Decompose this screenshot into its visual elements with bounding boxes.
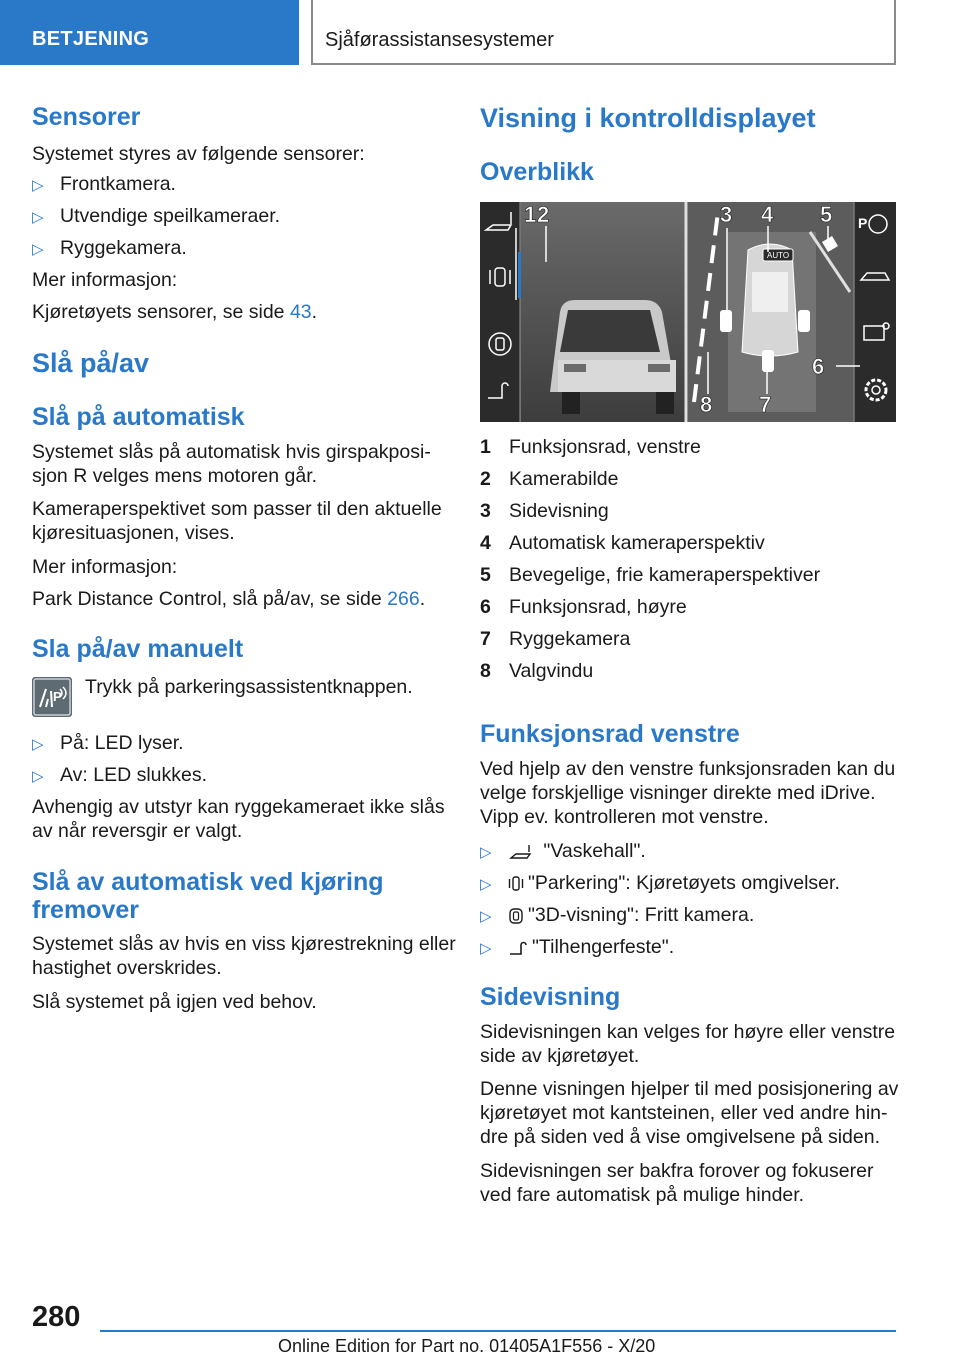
callout-8: 8 [700, 392, 713, 417]
callout-1: 1 [524, 202, 537, 227]
list-item: ▷ På: LED lyser. [32, 732, 184, 754]
page-number: 280 [32, 1301, 81, 1333]
list-item: ▷ "Tilhengerfeste". [480, 936, 675, 958]
control-display-figure [480, 202, 896, 422]
list-item: ▷ Av: LED slukkes. [32, 764, 208, 786]
3d-view-icon [508, 907, 524, 925]
bullet-triangle-icon: ▷ [32, 177, 44, 194]
camera-view-illustration [480, 202, 896, 422]
list-item: ▷ "Parkering": Kjøretøyets omgivelser. [480, 872, 840, 894]
equipment-note: Avhengig av utstyr kan ryggekameraet ikke slås av når reversgir er valgt. [32, 796, 445, 842]
section-tab [0, 0, 299, 65]
auto-off-text: Systemet slås av hvis en viss kjørestrekning eller hastighet overskrides. [32, 933, 456, 979]
bullet-triangle-icon: ▷ [32, 736, 44, 753]
more-info-label: Mer informasjon: [32, 269, 178, 291]
auto-badge: AUTO [767, 251, 790, 260]
callout-5: 5 [820, 202, 833, 227]
side-view-text-3: Sidevisningen ser bakfra forover og fokuserer ved fare automatisk på mulige hinder. [480, 1160, 874, 1206]
callout-4: 4 [761, 202, 774, 227]
bullet-triangle-icon: ▷ [32, 209, 44, 226]
parking-view-icon [508, 875, 524, 893]
chapter-title: Sjåførassistansesystemer [325, 29, 554, 51]
bullet-triangle-icon: ▷ [32, 241, 44, 258]
footer-divider [100, 1330, 896, 1332]
callout-7: 7 [759, 392, 772, 417]
section-title: BETJENING [32, 28, 150, 50]
bullet-triangle-icon: ▷ [32, 768, 44, 785]
manual-text: Trykk på parkeringsassistentknappen. [85, 676, 413, 698]
list-item: ▷ Utvendige speilkameraer. [32, 205, 281, 227]
callout-3: 3 [720, 202, 733, 227]
parking-assistant-button-icon [32, 677, 72, 717]
list-item: ▷ Ryggekamera. [32, 237, 187, 259]
list-item: ▷ "Vaskehall". [480, 840, 646, 862]
more-info-label: Mer informasjon: [32, 556, 178, 578]
side-view-heading: Sidevisning [480, 983, 621, 1011]
on-off-heading: Slå på/av [32, 348, 150, 378]
pdc-reference: Park Distance Control, slå på/av, se side 266. [32, 588, 426, 610]
auto-on-heading: Slå på automatisk [32, 403, 245, 431]
car-wash-icon [508, 843, 534, 861]
page-link-266[interactable]: 266 [387, 588, 420, 610]
camera-perspective-text: Kameraperspektivet som passer til den aktuelle kjøresituasjonen, vises. [32, 498, 442, 544]
side-view-text-1: Sidevisningen kan velges for høyre eller venstre side av kjøretøyet. [480, 1021, 896, 1067]
bullet-triangle-icon: ▷ [480, 876, 492, 893]
auto-off-heading: Slå av automatisk ved kjøring fremover [32, 868, 384, 924]
display-heading: Visning i kontrolldisplayet [480, 103, 816, 133]
list-item: ▷ "3D-visning": Fritt kamera. [480, 904, 755, 926]
sensors-heading: Sensorer [32, 103, 141, 131]
callout-2: 2 [537, 202, 550, 227]
svg-text:P: P [858, 215, 868, 231]
manual-heading: Sla på/av manuelt [32, 635, 244, 663]
trailer-hitch-icon [508, 939, 528, 957]
chapter-tab [311, 0, 896, 65]
sensors-intro: Systemet styres av følgende sensorer: [32, 143, 365, 165]
sensor-reference: Kjøretøyets sensorer, se side 43. [32, 301, 318, 323]
edition-note: Online Edition for Part no. 01405A1F556 - X/20 [278, 1336, 656, 1356]
side-view-text-2: Denne visningen hjelper til med posisjonering av kjøretøyet mot kantsteinen, eller ved andre hin- dre på siden ved å vise omgivelsene på siden. [480, 1078, 899, 1148]
list-item: ▷ Frontkamera. [32, 173, 176, 195]
func-left-heading: Funksjonsrad venstre [480, 720, 740, 748]
page-link-43[interactable]: 43 [289, 301, 312, 323]
auto-on-text: Systemet slås på automatisk hvis girspakposi- sjon R velges mens motoren går. [32, 441, 431, 487]
re-enable-text: Slå systemet på igjen ved behov. [32, 991, 317, 1013]
bullet-triangle-icon: ▷ [480, 908, 492, 925]
func-left-text: Ved hjelp av den venstre funksjonsraden kan du velge forskjellige visninger direkte med iDrive. Vipp ev. kontrolleren mot venstre. [480, 758, 896, 828]
bullet-triangle-icon: ▷ [480, 844, 492, 861]
overview-heading: Overblikk [480, 158, 594, 186]
svg-text:P: P [53, 689, 62, 704]
callout-6: 6 [812, 354, 825, 379]
bullet-triangle-icon: ▷ [480, 940, 492, 957]
